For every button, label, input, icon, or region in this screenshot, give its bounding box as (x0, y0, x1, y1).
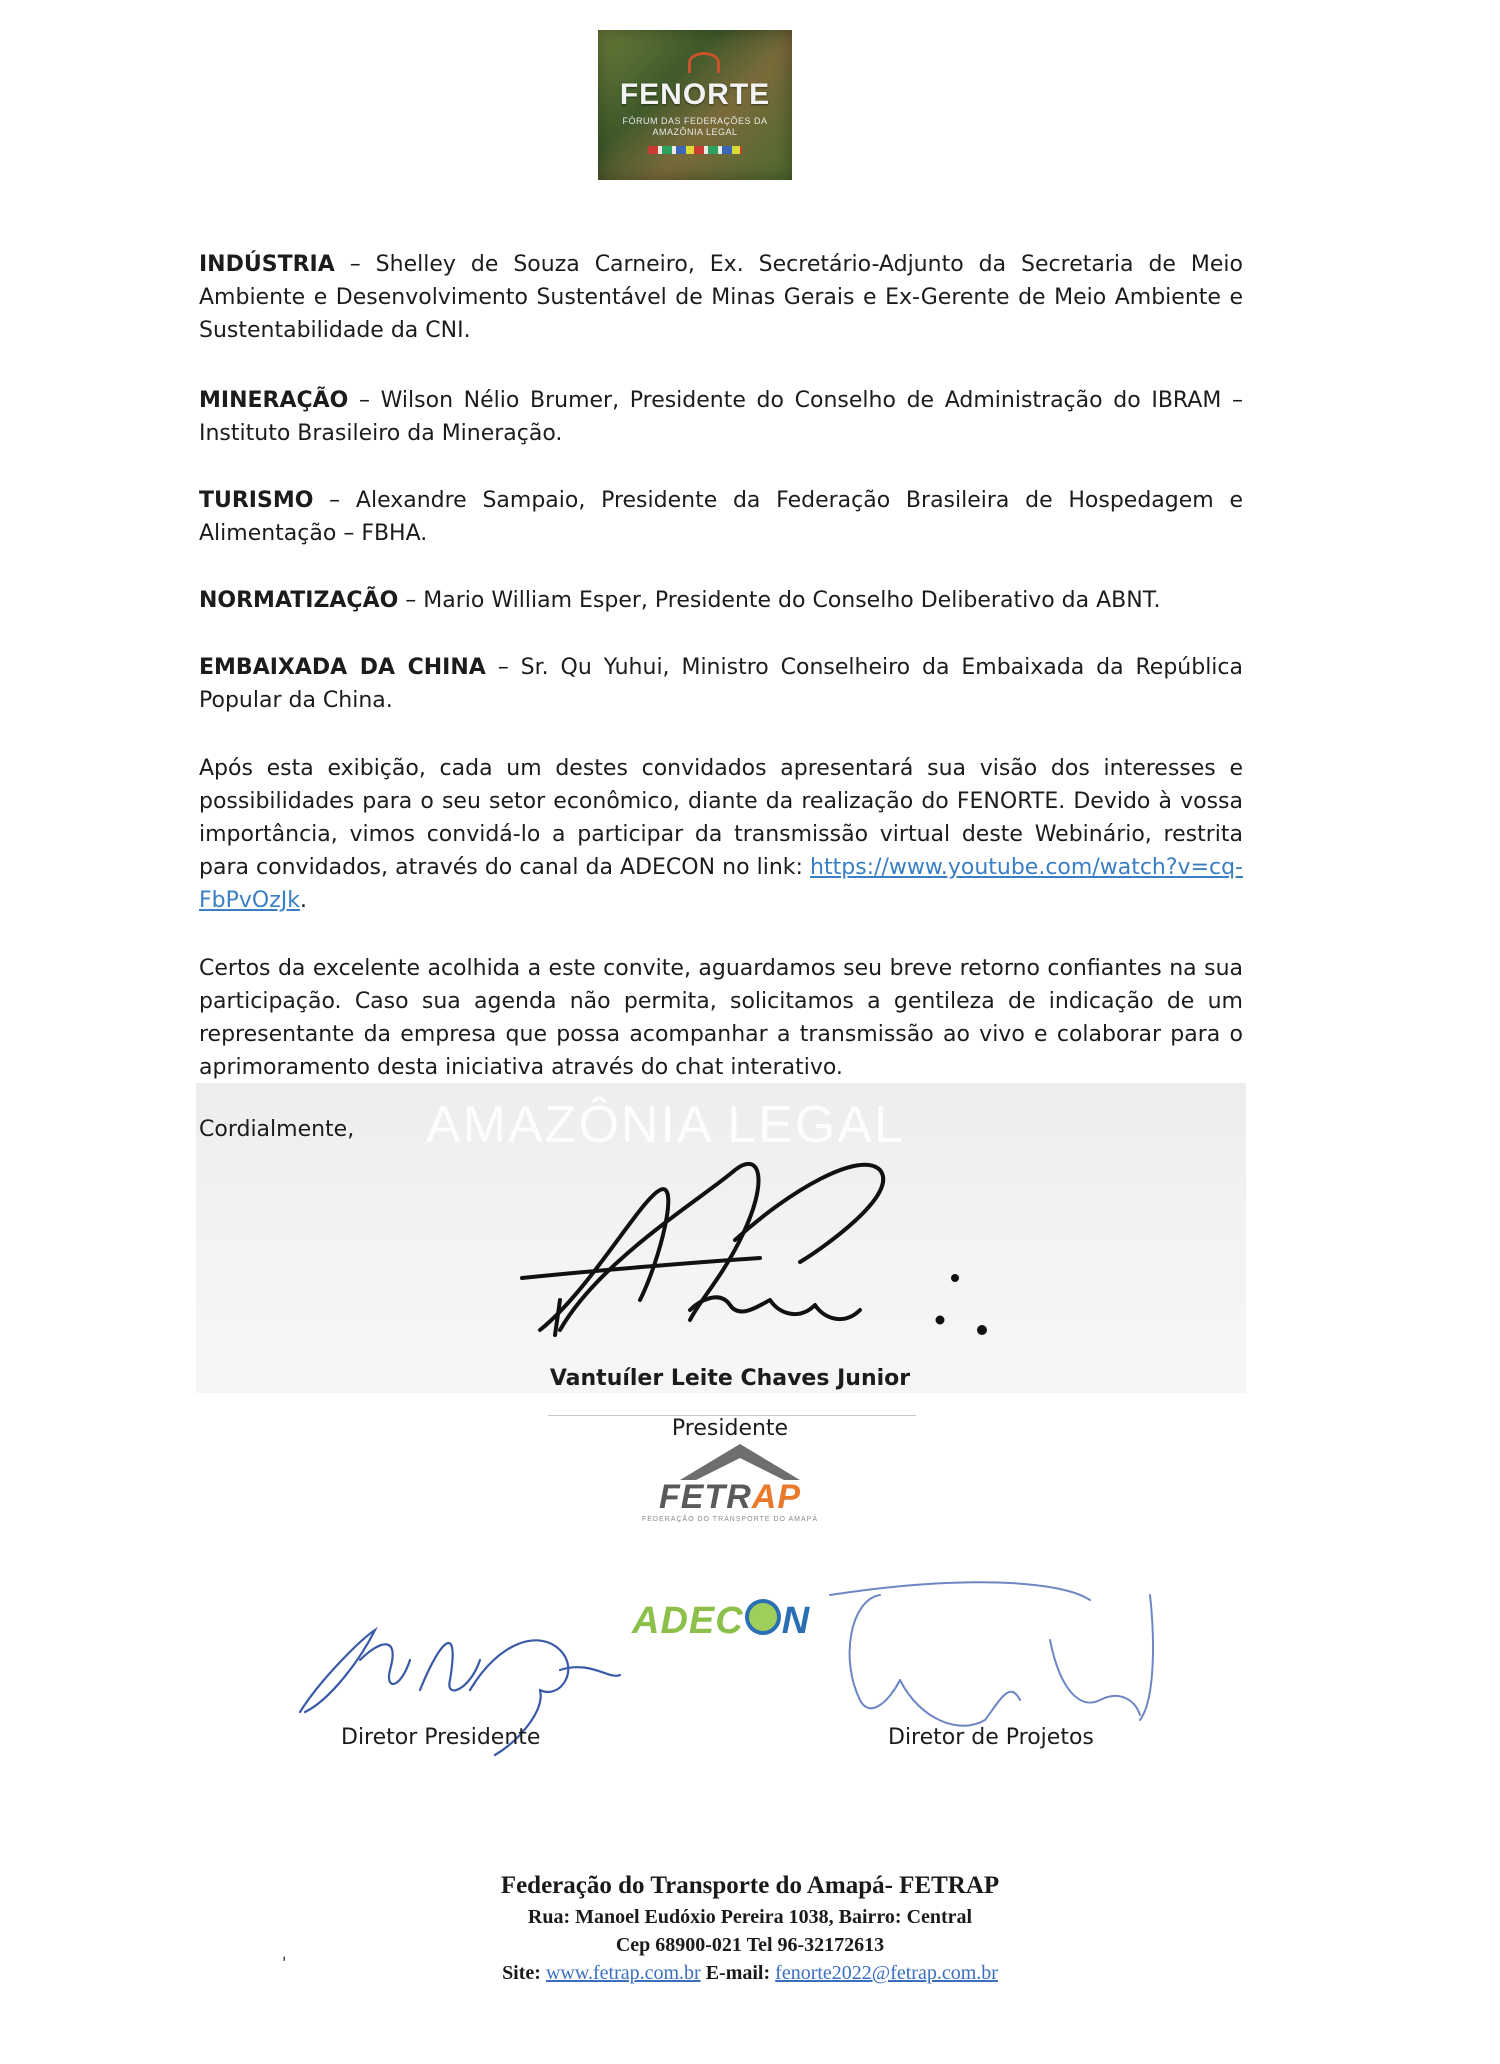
site-label: Site: (502, 1962, 546, 1984)
sector-label: MINERAÇÃO (199, 388, 349, 413)
sector-label: EMBAIXADA DA CHINA (199, 655, 486, 680)
adecon-word-b: N (781, 1600, 811, 1642)
sector-text: – Sr. Qu Yuhui, Ministro Conselheiro da Embaixada da República Popular da China. (199, 655, 1243, 713)
signer-role: Presidente (671, 1416, 789, 1441)
fetrap-word-b: AP (751, 1478, 801, 1516)
adecon-logo (632, 1598, 832, 1644)
sector-text: – Mario William Esper, Presidente do Conselho Deliberativo da ABNT. (398, 588, 1161, 613)
president-signature (522, 1164, 985, 1335)
salutation: Cordialmente, (199, 1117, 355, 1142)
sector-text: – Shelley de Souza Carneiro, Ex. Secretário-Adjunto da Secretaria de Meio Ambiente e Desenvolvimento Sustentável de Minas Gerais e Ex-Gerente de Meio Ambiente e Sustentabilidade da CNI. (199, 252, 1243, 343)
fetrap-logo (600, 1444, 860, 1524)
footer-contacts (0, 1960, 1500, 1986)
invite-after: . (300, 888, 307, 913)
footer-address: Rua: Manoel Eudóxio Pereira 1038, Bairro: Central (527, 1906, 973, 1928)
fetrap-logo-tagline: FEDERAÇÃO DO TRANSPORTE DO AMAPÁ (641, 1516, 819, 1523)
site-link[interactable]: www.fetrap.com.br (545, 1962, 701, 1984)
director-president-label: Diretor Presidente (341, 1725, 541, 1750)
footer-org: Federação do Transporte do Amapá- FETRAP (500, 1872, 1000, 1899)
sector-text: – Alexandre Sampaio, Presidente da Federação Brasileira de Hospedagem e Alimentação – FBHA. (199, 488, 1243, 546)
fenorte-logo-subtitle: FÓRUM DAS FEDERAÇÕES DA AMAZÔNIA LEGAL (622, 116, 768, 137)
director-projects-label: Diretor de Projetos (888, 1725, 1094, 1750)
fetrap-word-a: FETR (658, 1478, 752, 1516)
sector-label: INDÚSTRIA (199, 252, 335, 277)
fenorte-logo-word: FENORTE (619, 78, 771, 111)
invite-text: Após esta exibição, cada um destes convidados apresentará sua visão dos interesses e possibilidades para o seu setor econômico, diante da realização do FENORTE. Devido à vossa importância, vimos convidá-lo a participar da transmissão virtual deste Webinário, restrita para convidados, através do canal da ADECON no link: (199, 756, 1243, 880)
scan-mark: ' (282, 1953, 287, 1972)
signer-name: Vantuíler Leite Chaves Junior (549, 1366, 911, 1391)
youtube-link[interactable]: https://www.youtube.com/watch?v=cq-FbPvOzJk (199, 855, 1243, 913)
sector-text: – Wilson Nélio Brumer, Presidente do Conselho de Administração do IBRAM – Instituto Brasileiro da Mineração. (199, 388, 1243, 446)
email-label: E-mail: (700, 1962, 776, 1984)
email-link[interactable]: fenorte2022@fetrap.com.br (775, 1962, 998, 1984)
adecon-word-a: ADEC (632, 1600, 744, 1642)
fetrap-logo-word (600, 1478, 860, 1517)
globe-icon (745, 1599, 781, 1635)
footer-cep: Cep 68900-021 Tel 96-32172613 (615, 1934, 885, 1956)
closing-paragraph: Certos da excelente acolhida a este convite, aguardamos seu breve retorno confiantes na sua participação. Caso sua agenda não permita, solicitamos a gentileza de indicação de um representante da empresa que possa acompanhar a transmissão ao vivo e colaborar para o aprimoramento desta iniciativa através do chat interativo. (199, 956, 1243, 1080)
sector-label: NORMATIZAÇÃO (199, 588, 399, 613)
diretor-projetos-signature (830, 1582, 1153, 1725)
sector-label: TURISMO (199, 488, 314, 513)
watermark-text: AMAZÔNIA LEGAL (426, 1096, 905, 1154)
